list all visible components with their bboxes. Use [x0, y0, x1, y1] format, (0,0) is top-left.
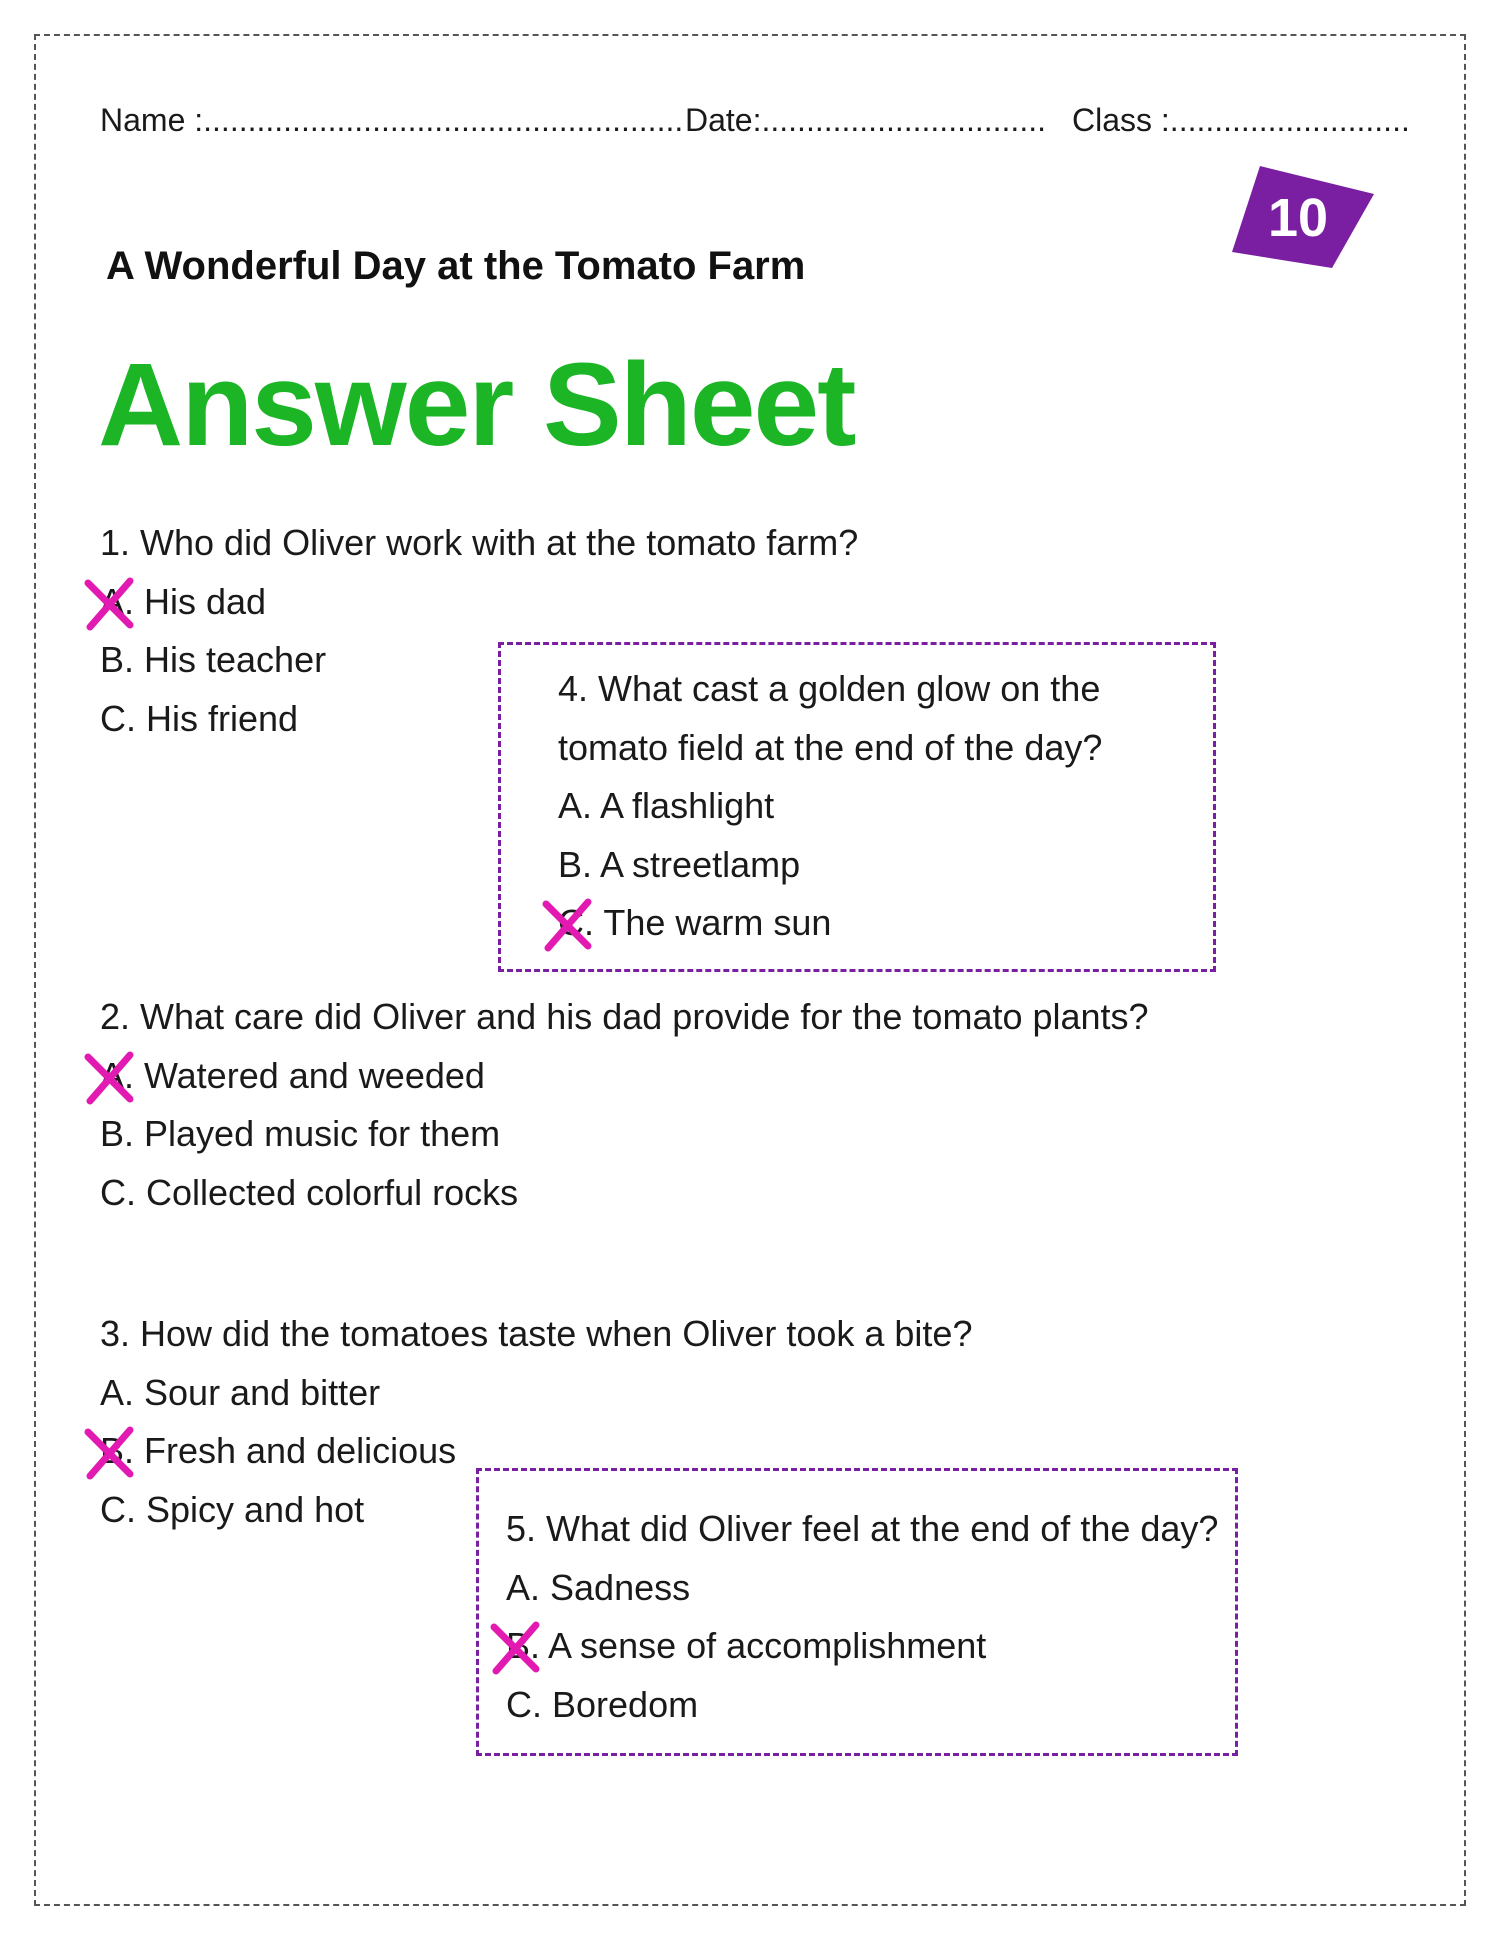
class-field[interactable]: Class :........................... [1072, 102, 1410, 138]
question-4 [558, 660, 1102, 953]
answer-option[interactable] [100, 573, 858, 632]
option-label: B. A sense of accomplishment [506, 1625, 987, 1666]
option-label: C. Collected colorful rocks [100, 1171, 519, 1213]
option-label: C. His friend [100, 697, 299, 739]
question-prompt: 3. How did the tomatoes taste when Oliver took a bite? [100, 1313, 973, 1354]
answer-cross-icon [82, 1426, 136, 1480]
answer-option[interactable] [506, 1676, 1218, 1735]
option-label: C. Spicy and hot [100, 1488, 365, 1530]
option-label: B. His teacher [100, 639, 327, 680]
question-5 [506, 1500, 1218, 1734]
option-label: C. Boredom [506, 1683, 699, 1725]
option-label: A. A flashlight [558, 785, 775, 826]
option-label: A. Sadness [506, 1566, 691, 1608]
question-prompt: 5. What did Oliver feel at the end of the day? [506, 1508, 1219, 1549]
option-label: B. Played music for them [100, 1113, 501, 1154]
answer-option[interactable] [558, 836, 1102, 895]
answer-option[interactable] [558, 894, 1102, 953]
option-label: A. Watered and weeded [100, 1054, 485, 1096]
answer-cross-icon [540, 898, 594, 952]
question-prompt-line-1: 4. What cast a golden glow on the [558, 668, 1101, 709]
question-prompt: 2. What care did Oliver and his dad provide for the tomato plants? [100, 996, 1149, 1037]
answer-cross-icon [82, 577, 136, 631]
answer-option[interactable] [506, 1559, 1218, 1618]
answer-option[interactable] [100, 1047, 1149, 1106]
page-title: Answer Sheet [98, 339, 855, 471]
question-prompt: 1. Who did Oliver work with at the tomato farm? [100, 522, 859, 563]
date-field[interactable]: Date:................................ [685, 102, 1046, 138]
answer-cross-icon [82, 1051, 136, 1105]
answer-option[interactable] [558, 777, 1102, 836]
answer-option[interactable] [506, 1617, 1218, 1676]
page-number-badge [1232, 166, 1374, 270]
answer-option[interactable] [100, 1105, 1149, 1164]
option-label: C. The warm sun [558, 902, 832, 943]
badge-number: 10 [1267, 188, 1329, 248]
question-prompt-line-2: tomato field at the end of the day? [558, 726, 1103, 768]
option-label: A. Sour and bitter [100, 1371, 381, 1413]
answer-option[interactable] [100, 1164, 1149, 1223]
story-title: A Wonderful Day at the Tomato Farm [106, 244, 806, 288]
question-2 [100, 988, 1149, 1222]
option-label: B. A streetlamp [558, 843, 801, 885]
answer-cross-icon [488, 1621, 542, 1675]
name-field[interactable]: Name :...................................................... [100, 102, 684, 138]
answer-option[interactable] [100, 1364, 972, 1423]
option-label: B. Fresh and delicious [100, 1430, 457, 1471]
option-label: A. His dad [100, 580, 267, 622]
